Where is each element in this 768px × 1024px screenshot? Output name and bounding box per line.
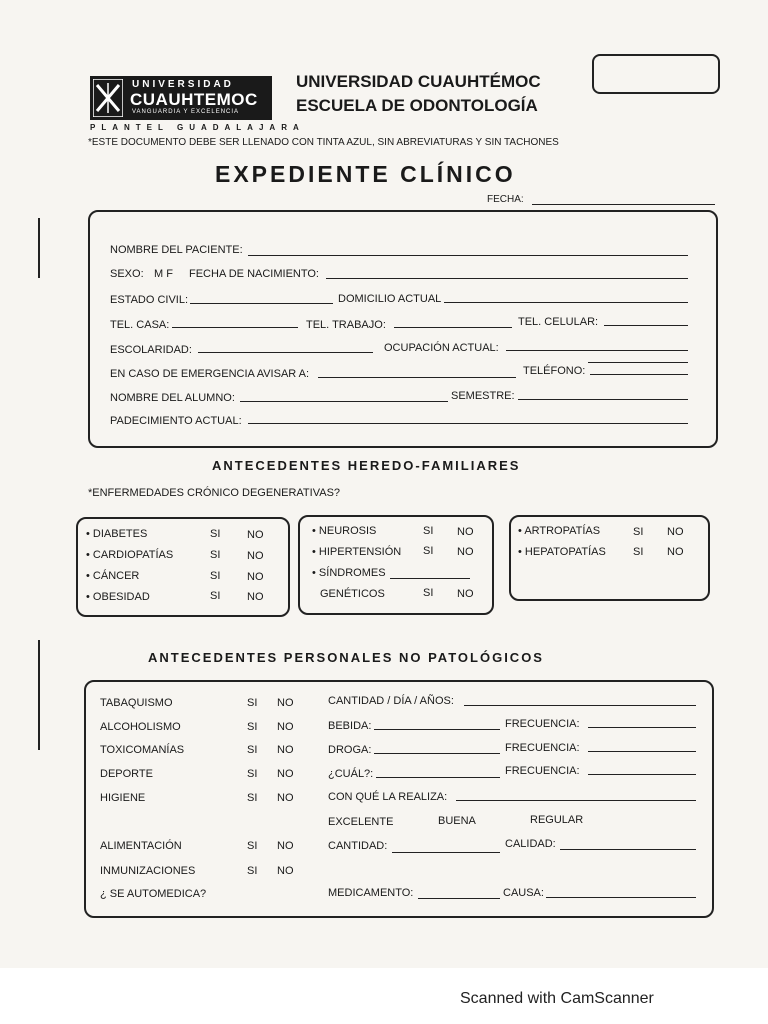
cantidad-anios-label: CANTIDAD / DÍA / AÑOS: [328,695,454,707]
list-item: • NEUROSIS [312,525,377,537]
automedica-label: ¿ SE AUTOMEDICA? [100,888,207,900]
si-option[interactable]: SI [423,587,434,599]
ocupacion-line[interactable] [506,350,688,351]
no-option[interactable]: NO [277,744,294,756]
sexo-label: SEXO: [110,268,144,280]
causa-line[interactable] [546,897,696,898]
fecha-line[interactable] [532,204,715,205]
no-option[interactable]: NO [247,529,264,541]
heredo-subtitle: *ENFERMEDADES CRÓNICO DEGENERATIVAS? [88,487,341,499]
university-logo [90,76,272,120]
si-option[interactable]: SI [247,768,258,780]
si-option[interactable]: SI [247,721,258,733]
no-option[interactable]: NO [457,526,474,538]
frecuencia-label: FRECUENCIA: [505,765,580,777]
calidad-label: CALIDAD: [505,838,556,850]
frecuencia-line[interactable] [588,727,696,728]
nombre-paciente-label: NOMBRE DEL PACIENTE: [110,244,243,256]
calidad-line[interactable] [560,849,696,850]
no-option[interactable]: NO [277,792,294,804]
bebida-label: BEBIDA: [328,720,372,732]
droga-label: DROGA: [328,744,372,756]
frecuencia-label: FRECUENCIA: [505,742,580,754]
domicilio-line[interactable] [444,302,688,303]
list-item: • CÁNCER [86,570,140,582]
regular-option[interactable]: REGULAR [530,814,584,826]
si-option[interactable]: SI [210,590,221,602]
neurosis-label: NEUROSIS [318,525,377,537]
medicamento-label: MEDICAMENTO: [328,887,414,899]
escolaridad-label: ESCOLARIDAD: [110,344,192,356]
document-title: EXPEDIENTE CLÍNICO [215,161,516,187]
si-option[interactable]: SI [210,570,221,582]
emergencia-label: EN CASO DE EMERGENCIA AVISAR A: [110,368,310,380]
no-option[interactable]: NO [667,546,684,558]
con-que-label: CON QUÉ LA REALIZA: [328,791,448,803]
frecuencia-line[interactable] [588,774,696,775]
tel-celular-line[interactable] [604,325,688,326]
telefono-line[interactable] [590,374,688,375]
alimentacion-label: ALIMENTACIÓN [100,840,182,852]
no-option[interactable]: NO [277,865,294,877]
si-option[interactable]: SI [423,545,434,557]
deporte-label: DEPORTE [100,768,153,780]
no-option[interactable]: NO [277,721,294,733]
no-option[interactable]: NO [457,546,474,558]
hipertension-label: HIPERTENSIÓN [318,546,402,558]
estado-civil-line[interactable] [190,303,333,304]
causa-label: CAUSA: [503,887,544,899]
con-que-line[interactable] [456,800,696,801]
list-item: • HIPERTENSIÓN [312,546,402,558]
fecha-label: FECHA: [487,194,524,205]
margin-mark [38,640,40,750]
tel-casa-label: TEL. CASA: [110,319,170,331]
alcoholismo-label: ALCOHOLISMO [100,721,181,733]
tabaquismo-label: TABAQUISMO [100,697,173,709]
excelente-option[interactable]: EXCELENTE [328,816,394,828]
obesidad-label: OBESIDAD [92,591,150,603]
toxicomanias-label: TOXICOMANÍAS [100,744,185,756]
tel-casa-line[interactable] [172,327,298,328]
list-item: • CARDIOPATÍAS [86,549,174,561]
nombre-alumno-label: NOMBRE DEL ALUMNO: [110,392,235,404]
hepatopatias-label: HEPATOPATÍAS [524,546,606,558]
logo-emblem-icon [93,79,123,117]
cantidad-label: CANTIDAD: [328,840,388,852]
nombre-paciente-line[interactable] [248,255,688,256]
tel-trabajo-line[interactable] [394,327,512,328]
si-option[interactable]: SI [210,528,221,540]
si-option[interactable]: SI [247,792,258,804]
no-option[interactable]: NO [277,768,294,780]
no-option[interactable]: NO [667,526,684,538]
list-item: • SÍNDROMES [312,567,386,579]
si-option[interactable]: SI [633,526,644,538]
frecuencia-line[interactable] [588,751,696,752]
sexo-options[interactable]: M F [154,268,173,280]
si-option[interactable]: SI [247,744,258,756]
nombre-alumno-line[interactable] [240,401,448,402]
diabetes-label: DIABETES [92,528,148,540]
extra-line[interactable] [588,362,688,363]
sindromes-label: SÍNDROMES [318,567,386,579]
si-option[interactable]: SI [633,546,644,558]
instructions-note: *ESTE DOCUMENTO DEBE SER LLENADO CON TINTA AZUL, SIN ABREVIATURAS Y SIN TACHONES [88,137,559,148]
bebida-line[interactable] [374,729,500,730]
list-item: • DIABETES [86,528,148,540]
droga-line[interactable] [374,753,500,754]
si-option[interactable]: SI [247,865,258,877]
cual-label: ¿CUÁL?: [328,768,374,780]
list-item: • OBESIDAD [86,591,150,603]
semestre-label: SEMESTRE: [451,390,515,402]
fecha-nacimiento-line[interactable] [326,278,688,279]
si-option[interactable]: SI [247,840,258,852]
si-option[interactable]: SI [247,697,258,709]
padecimiento-label: PADECIMIENTO ACTUAL: [110,415,242,427]
si-option[interactable]: SI [423,525,434,537]
no-option[interactable]: NO [247,550,264,562]
escolaridad-line[interactable] [198,352,373,353]
camscanner-watermark: Scanned with CamScanner [460,990,654,1007]
heredo-title: ANTECEDENTES HEREDO-FAMILIARES [212,458,521,473]
no-option[interactable]: NO [457,588,474,600]
cantidad-anios-line[interactable] [464,705,696,706]
cantidad-line[interactable] [392,852,500,853]
tel-trabajo-label: TEL. TRABAJO: [306,319,386,331]
logo-line-1: UNIVERSIDAD [132,79,234,90]
margin-mark [38,218,40,278]
sindromes-line[interactable] [390,578,470,579]
university-name: UNIVERSIDAD CUAUHTÉMOC [296,72,541,91]
medicamento-line[interactable] [418,898,500,899]
logo-line-3: VANGUARDIA Y EXCELENCIA [132,109,240,115]
no-option[interactable]: NO [277,697,294,709]
buena-option[interactable]: BUENA [438,815,476,827]
plantel-label: PLANTEL GUADALAJARA [90,123,305,132]
list-item: • ARTROPATÍAS [518,525,601,537]
semestre-line[interactable] [518,399,688,400]
no-option[interactable]: NO [247,571,264,583]
school-name: ESCUELA DE ODONTOLOGÍA [296,96,538,115]
frecuencia-label: FRECUENCIA: [505,718,580,730]
inmunizaciones-label: INMUNIZACIONES [100,865,196,877]
geneticos-label: GENÉTICOS [320,588,385,600]
personales-title: ANTECEDENTES PERSONALES NO PATOLÓGICOS [148,650,544,665]
cual-line[interactable] [376,777,500,778]
cancer-label: CÁNCER [92,570,140,582]
telefono-label: TELÉFONO: [523,365,586,377]
cardiopatias-label: CARDIOPATÍAS [92,549,174,561]
padecimiento-line[interactable] [248,423,688,424]
si-option[interactable]: SI [210,549,221,561]
emergencia-line[interactable] [318,377,516,378]
artropatias-label: ARTROPATÍAS [524,525,601,537]
no-option[interactable]: NO [277,840,294,852]
folio-box[interactable] [592,54,720,94]
logo-line-2: CUAUHTEMOC [130,90,258,109]
list-item: • HEPATOPATÍAS [518,546,606,558]
domicilio-label: DOMICILIO ACTUAL [338,293,442,305]
ocupacion-label: OCUPACIÓN ACTUAL: [384,342,499,354]
no-option[interactable]: NO [247,591,264,603]
tel-celular-label: TEL. CELULAR: [518,316,599,328]
estado-civil-label: ESTADO CIVIL: [110,294,189,306]
higiene-label: HIGIENE [100,792,146,804]
fecha-nacimiento-label: FECHA DE NACIMIENTO: [189,268,319,280]
